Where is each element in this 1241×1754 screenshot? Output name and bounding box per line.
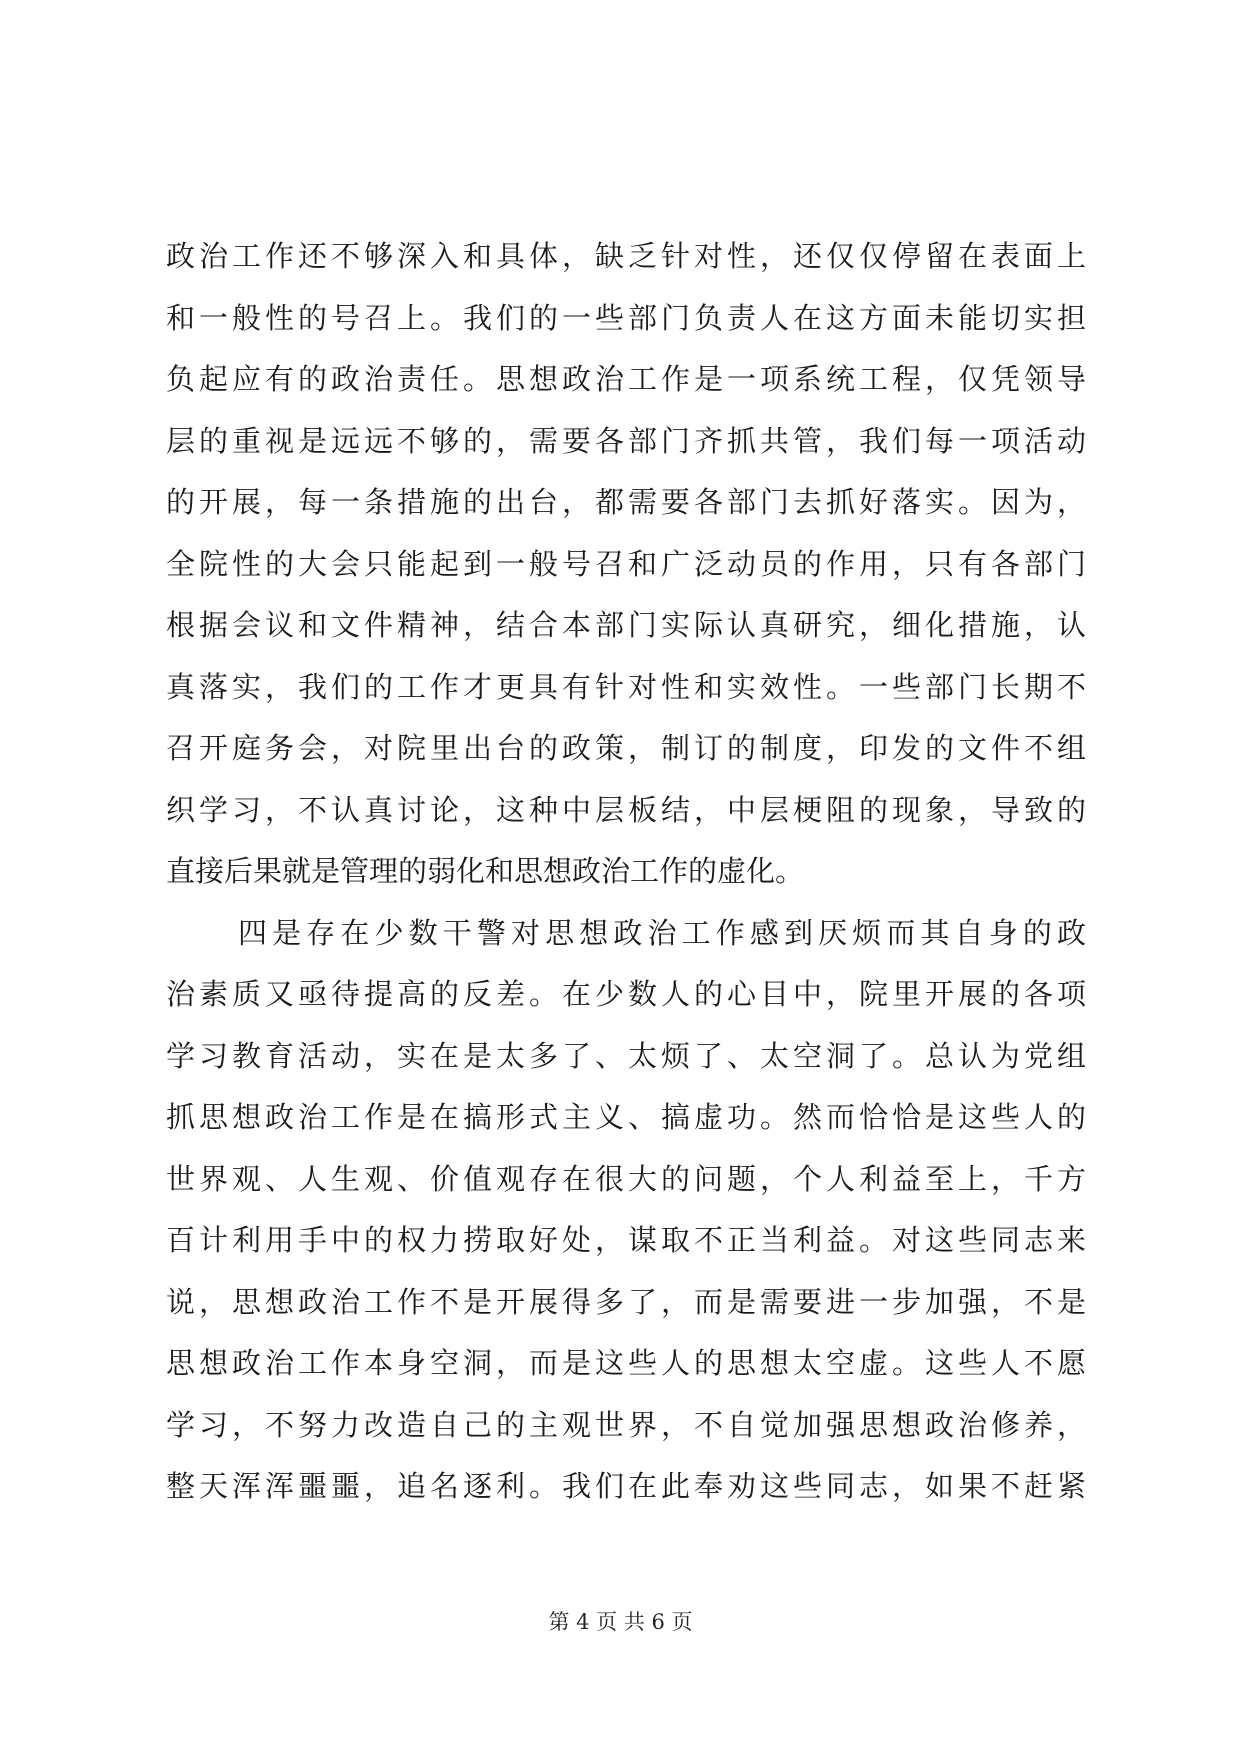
text-line: 层的重视是远远不够的，需要各部门齐抓共管，我们每一项活动 (166, 423, 1086, 458)
page-number-footer: 第 4 页 共 6 页 (548, 1610, 693, 1634)
text-line: 政治工作还不够深入和具体，缺乏针对性，还仅仅停留在表面上 (166, 239, 1086, 273)
text-line: 负起应有的政治责任。思想政治工作是一项系统工程，仅凭领导 (166, 362, 1086, 396)
text-line: 和一般性的号召上。我们的一些部门负责人在这方面未能切实担 (166, 300, 1086, 335)
body-text (166, 226, 1086, 1518)
text-line: 说，思想政治工作不是开展得多了，而是需要进一步加强，不是 (166, 1284, 1086, 1319)
text-line: 思想政治工作本身空洞，而是这些人的思想太空虚。这些人不愿 (166, 1346, 1086, 1380)
text-line: 直接后果就是管理的弱化和思想政治工作的虚化。 (166, 854, 805, 888)
text-line: 根据会议和文件精神，结合本部门实际认真研究，细化措施，认 (166, 608, 1086, 642)
text-line: 真落实，我们的工作才更具有针对性和实效性。一些部门长期不 (166, 669, 1086, 704)
text-line: 抓思想政治工作是在搞形式主义、搞虚功。然而恰恰是这些人的 (166, 1100, 1086, 1134)
text-line: 世界观、人生观、价值观存在很大的问题，个人利益至上，千方 (166, 1161, 1086, 1196)
text-line: 的开展，每一条措施的出台，都需要各部门去抓好落实。因为， (166, 485, 1086, 519)
text-line: 治素质又亟待提高的反差。在少数人的心目中，院里开展的各项 (166, 977, 1086, 1011)
paragraph-first-line: 四是存在少数干警对思想政治工作感到厌烦而其自身的政 (238, 915, 1086, 950)
text-line: 学习，不努力改造自己的主观世界，不自觉加强思想政治修养， (166, 1407, 1086, 1442)
text-line: 百计利用手中的权力捞取好处，谋取不正当利益。对这些同志来 (166, 1223, 1086, 1257)
text-line: 学习教育活动，实在是太多了、太烦了、太空洞了。总认为党组 (166, 1038, 1086, 1073)
text-line: 整天浑浑噩噩，追名逐利。我们在此奉劝这些同志，如果不赶紧 (166, 1469, 1086, 1503)
text-line: 召开庭务会，对院里出台的政策，制订的制度，印发的文件不组 (166, 731, 1086, 765)
text-line: 全院性的大会只能起到一般号召和广泛动员的作用，只有各部门 (166, 546, 1086, 581)
text-line: 织学习，不认真讨论，这种中层板结，中层梗阻的现象，导致的 (166, 792, 1086, 827)
